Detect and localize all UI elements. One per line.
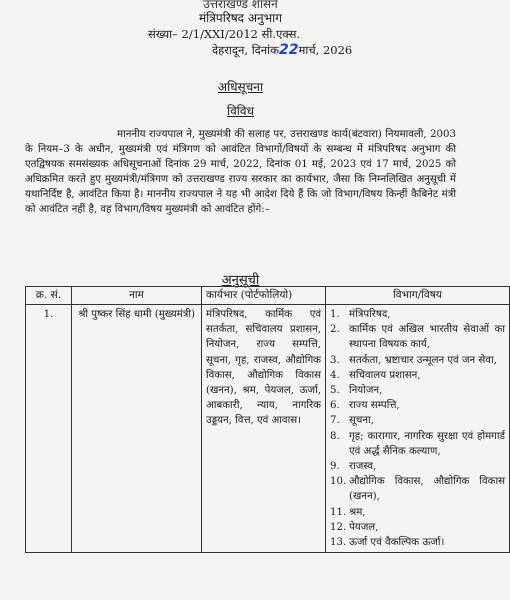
place-date-line [212, 42, 352, 58]
list-item [330, 505, 505, 520]
department-list [330, 307, 505, 550]
row-portfolio: मंत्रिपरिषद, कार्मिक एवं सतर्कता, सचिवालय प्रशासन, नियोजन, राज्य सम्पत्ति, सूचना, गृह, राजस्व, औद्योगिक विकास, औद्योगिक विकास (खनन), श्रम, पेयजल, ऊर्जा, आबकारी, न्याय, नागरिक उड्डयन, वित्त, एवं आवास। [202, 305, 326, 553]
table-header-row [26, 287, 510, 305]
list-item [330, 474, 505, 504]
header-name: नाम [72, 287, 202, 305]
list-item [330, 322, 505, 352]
department-text: गृह; कारागार, नागरिक सुरक्षा एवं होमगार्ड एवं अर्द्ध सैनिक कल्याण, [349, 430, 505, 457]
department-text: सूचना, [349, 415, 374, 427]
department-number: 8. [330, 430, 340, 442]
list-item [330, 383, 505, 398]
row-name: श्री पुष्कर सिंह धामी (मुख्यमंत्री) [72, 305, 202, 553]
department-number: 10. [330, 476, 347, 488]
place-label: देहरादून, दिनांक [212, 43, 279, 57]
list-item [330, 429, 505, 459]
department-number: 9. [330, 461, 340, 473]
list-item [330, 307, 505, 322]
list-item [330, 535, 505, 550]
department-text: ऊर्जा एवं वैकल्पिक ऊर्जा। [349, 537, 445, 549]
department-number: 4. [330, 369, 340, 381]
schedule-table [25, 286, 510, 553]
header-serial: क्र. सं. [26, 287, 72, 305]
government-heading: उत्तराखण्ड शासन [203, 0, 278, 11]
date-day: 22 [278, 42, 299, 58]
subject-title: विविध [227, 104, 254, 118]
notification-title: अधिसूचना [217, 80, 264, 94]
row-serial: 1. [26, 305, 72, 553]
list-item [330, 459, 505, 474]
department-text: पेयजल, [349, 521, 379, 533]
department-number: 5. [330, 385, 340, 397]
department-number: 12. [330, 521, 347, 533]
department-text: राजस्व, [349, 461, 377, 473]
date-rest: मार्च, 2026 [298, 43, 353, 57]
schedule-title: अनुसूची [221, 273, 260, 288]
department-text: नियोजन, [349, 385, 383, 397]
department-number: 1. [330, 309, 340, 320]
department-text: औद्योगिक विकास, औद्योगिक विकास (खनन), [349, 476, 505, 503]
row-departments [326, 305, 510, 553]
department-text: सचिवालय प्रशासन, [349, 369, 421, 381]
reference-number: संख्या– 2/1/XXI/2012 सी.एक्स. [148, 27, 301, 41]
department-number: 13. [330, 537, 347, 549]
table-row [26, 305, 510, 553]
body-paragraph: माननीय राज्यपाल ने, मुख्यमंत्री की सलाह पर, उत्तराखण्ड कार्य(बंटवारा) नियमावली, 2003 के नियम–3 के अधीन, मुख्यमंत्री एवं मंत्रिगण को आवंटित विभागों/विषयों के सम्बन्ध में मंत्रिपरिषद अनुभाग की एतद्विषयक समसंख्यक अधिसूचनाओं दिनांक 29 मार्च, 2022, दिनांक 01 मई, 2023 एवं 17 मार्च, 2025 को अधिक्रमित करते हुए मुख्यमंत्री/मंत्रिगण को उत्तराखण्ड राज्य सरकार का कार्यभार, जैसा कि निम्नलिखित अनुसूची में यथानिर्दिष्ट है, आवंटित किया है। माननीय राज्यपाल ने यह भी आदेश दिये हैं कि जो विभाग/विषय किन्हीं कैबिनेट मंत्री को आवंटित नहीं है, वह विभाग/विषय मुख्यमंत्री को आवंटित होंगे:– [25, 129, 456, 215]
list-item [330, 368, 505, 383]
list-item [330, 398, 505, 413]
department-text: राज्य सम्पत्ति, [349, 400, 400, 412]
department-text: कार्मिक एवं अखिल भारतीय सेवाओं का स्थापना विषयक कार्य, [349, 324, 505, 351]
list-item [330, 520, 505, 535]
department-number: 2. [330, 324, 340, 336]
department-number: 11. [330, 506, 347, 518]
list-item [330, 353, 505, 368]
department-number: 6. [330, 400, 340, 412]
header-portfolio: कार्यभार (पोर्टफोलियो) [202, 287, 326, 305]
department-heading: मंत्रिपरिषद अनुभाग [199, 11, 282, 25]
header-departments: विभाग/विषय [326, 287, 510, 305]
department-number: 7. [330, 415, 340, 427]
department-text: श्रम, [349, 506, 366, 518]
department-number: 3. [330, 354, 340, 366]
list-item [330, 413, 505, 428]
department-text: सतर्कता, भ्रष्टाचार उन्मूलन एवं जन सेवा, [349, 354, 497, 366]
department-text: मंत्रिपरिषद, [349, 309, 391, 320]
